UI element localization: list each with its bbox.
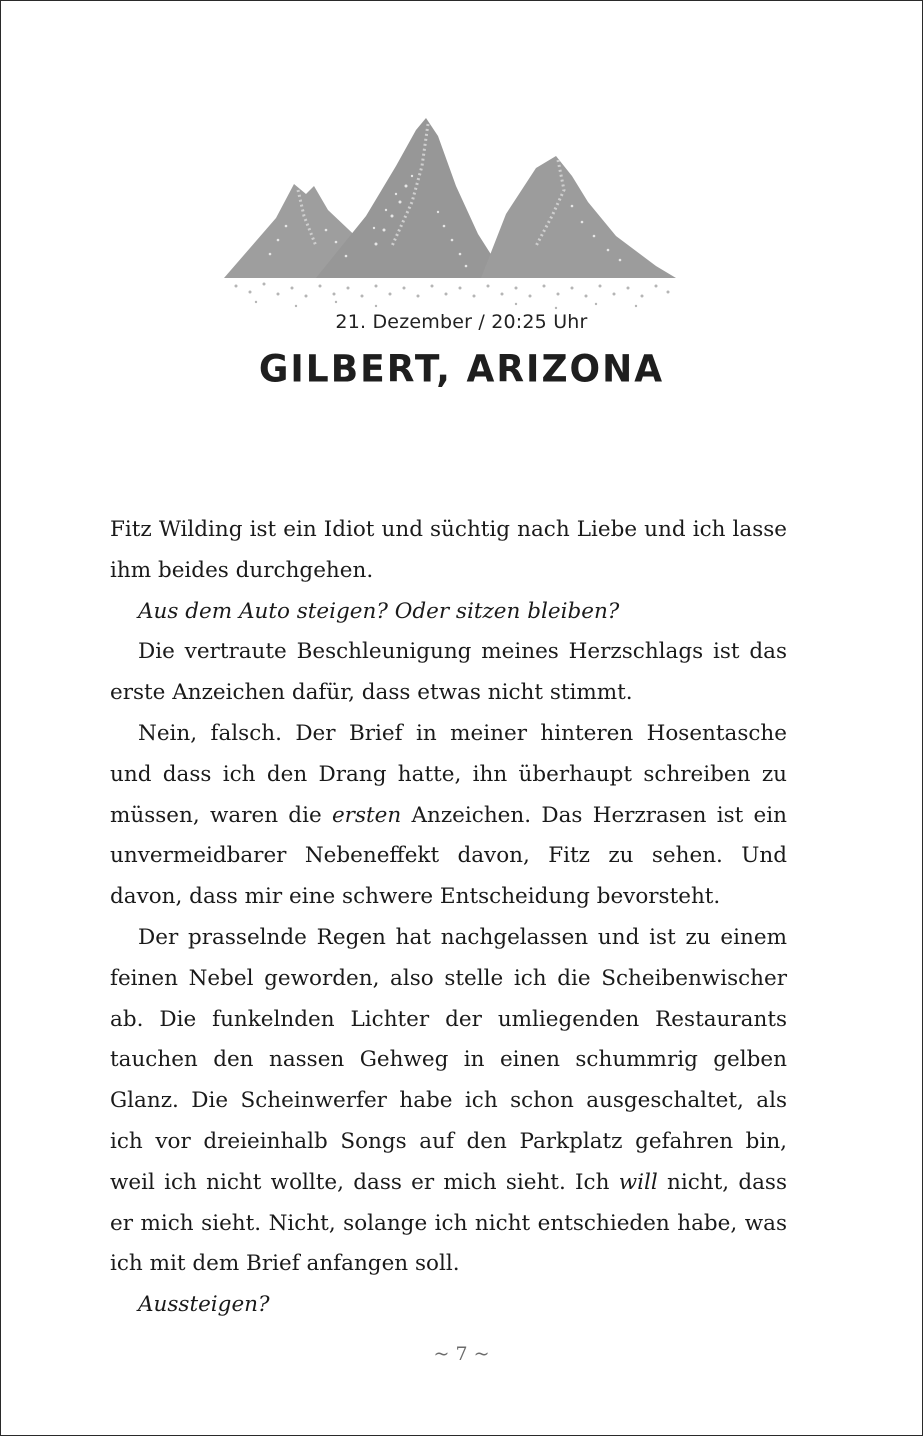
text-segment-italic: Aussteigen?: [138, 1292, 270, 1318]
text-segment: nicht, dass er mich sieht. Nicht, solange ich nicht entschieden habe, was ich mit dem Brief anfangen soll.: [110, 1169, 787, 1277]
chapter-location-title: GILBERT, ARIZONA: [258, 347, 665, 392]
text-segment: Fitz Wilding ist ein Idiot und süchtig nach Liebe und ich lasse ihm beides durchgehen.: [110, 517, 787, 583]
text-segment-italic: Aus dem Auto steigen? Oder sitzen bleiben?: [138, 598, 620, 624]
paragraph: [110, 714, 787, 918]
paragraph: [110, 918, 787, 1285]
text-segment: Der prasselnde Regen hat nachgelassen und ist zu einem feinen Nebel geworden, also stelle ich die Scheibenwischer ab. Die funkelnden Lichter der umliegenden Restaurants tauchen den nassen Gehweg in einen schummrig gelben Glanz. Die Scheinwerfer habe ich schon ausgeschaltet, als ich vor dreieinhalb Songs auf den Parkplatz gefahren bin, weil ich nicht wollte, dass er mich sieht. Ich: [110, 924, 787, 1195]
mountain-range-icon: [216, 106, 686, 321]
chapter-body: [110, 510, 787, 1326]
page-number: ~ 7 ~: [433, 1343, 490, 1365]
text-segment-italic: will: [618, 1169, 658, 1195]
chapter-date-time: 21. Dezember / 20:25 Uhr: [335, 311, 588, 333]
paragraph: [110, 592, 787, 633]
text-segment: Nein, falsch. Der Brief in meiner hinteren Hosentasche und dass ich den Drang hatte, ihn überhaupt schreiben zu müssen, waren die: [110, 720, 787, 828]
paragraph: [110, 632, 787, 714]
text-segment-italic: ersten: [331, 802, 402, 828]
text-segment: Die vertraute Beschleunigung meines Herzschlags ist das erste Anzeichen dafür, dass etwas nicht stimmt.: [110, 639, 787, 706]
paragraph: [110, 1285, 787, 1326]
text-segment: Anzeichen. Das Herzrasen ist ein unvermeidbarer Nebeneffekt davon, Fitz zu sehen. Und davon, dass mir eine schwere Entscheidung bevorsteht.: [110, 802, 787, 910]
paragraph: [110, 510, 787, 592]
